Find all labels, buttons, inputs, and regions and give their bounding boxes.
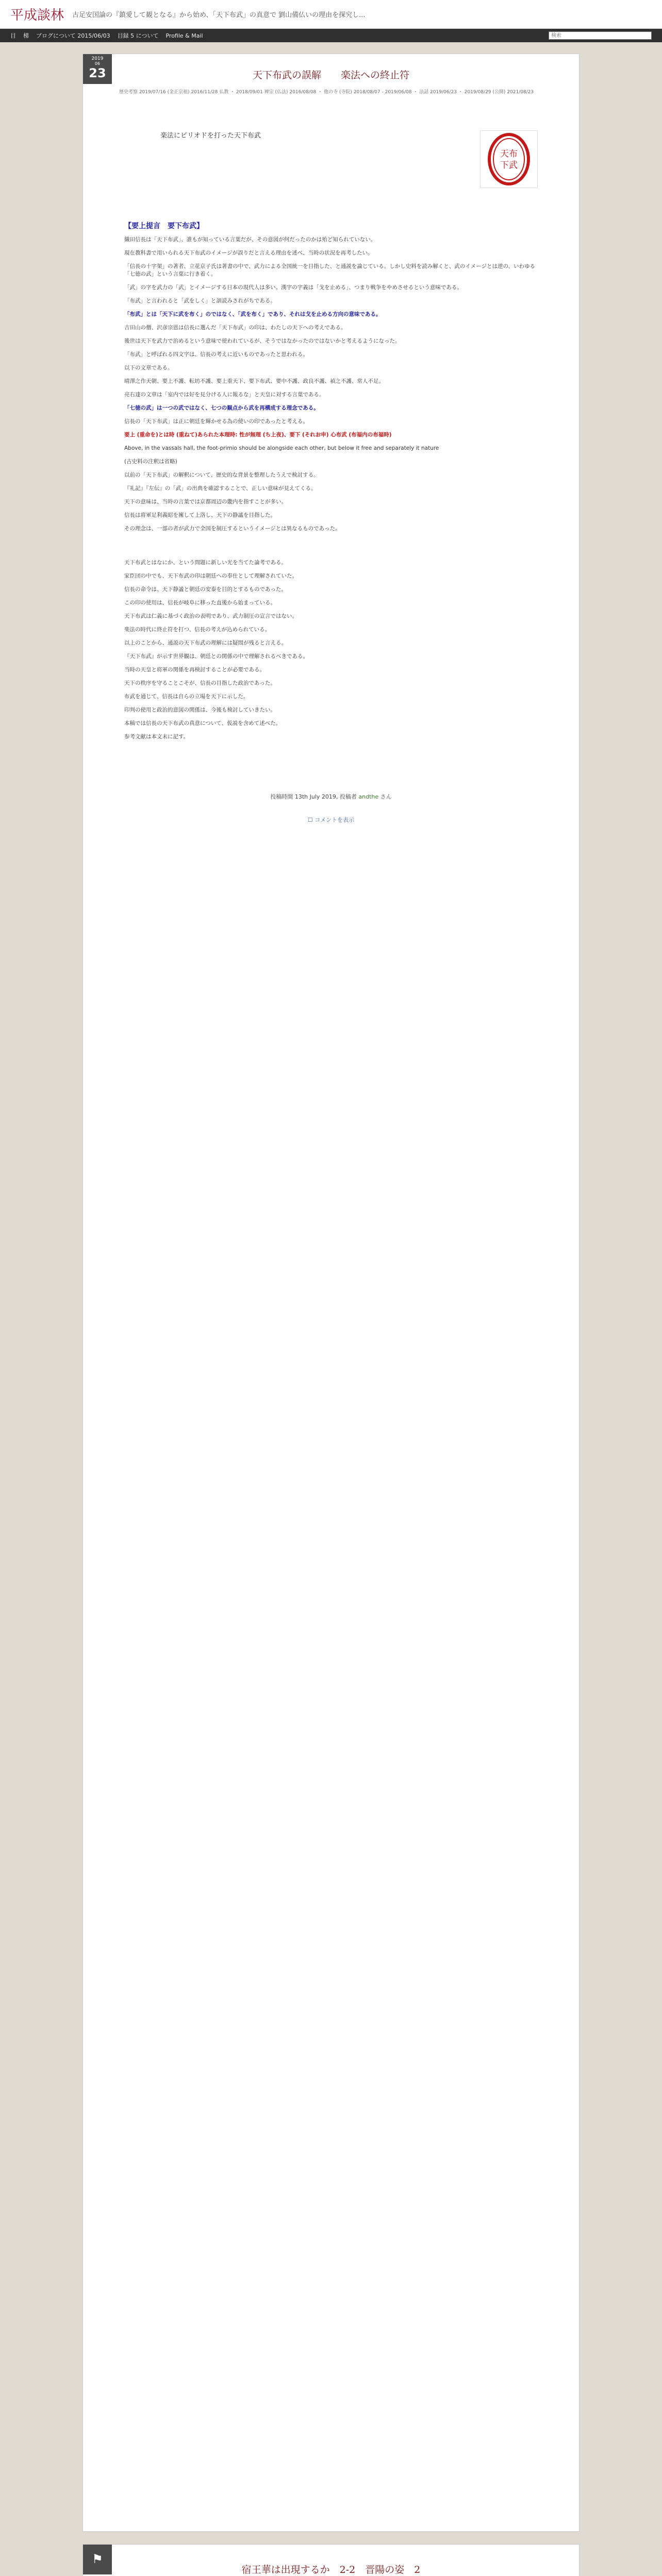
paragraph: 吉田山の僧、沢彦宗恩は信長に選んだ「天下布武」の印は、わたしの天下への考えである。 <box>124 325 346 331</box>
paragraph: 「信長の十字架」の著者、立花京子氏は著書の中で、武力による全国統一を目指した、と通説を論じている。しかし史料を読み解くと、武のイメージとは逆の、いわゆる「七徳の武」という言葉に行き着く。 <box>124 263 536 277</box>
post-footer-prefix: 投稿時間 13th July 2019, 投稿者 <box>270 793 357 800</box>
paragraph: 「武」の字を武力の「武」とイメージする日本の現代人は多い。漢字の字義は「戈を止める」、つまり戦争をやめさせるという意味である。 <box>124 284 462 291</box>
paragraph: 後世は天下を武力で治めるという意味で使われているが、そうではなかったのではないかと考えるようになった。 <box>124 338 401 344</box>
post-title[interactable]: 宿王華は出現するか 2-2 晋陽の姿 2 <box>241 2564 421 2575</box>
post-meta: 歴史考察 2019/07/16 (金正宗祖) 2016/11/28 仏教 ・ 2018/09/01 禅宗 (仏法) 2016/08/08 ・ 他の寺 (寺院) 2018/08/07 - 2019/06/08 ・ 法話 2019/06/23 ・ 2019/08/29 (公開) 2021/08/23 <box>119 90 534 95</box>
search-input[interactable] <box>549 31 652 40</box>
post-date-badge <box>83 2545 112 2574</box>
nav-item-menu[interactable]: 目 <box>10 32 16 39</box>
paragraph: 本稿では信長の天下布武の真意について、仮説を含めて述べた。 <box>124 720 282 726</box>
paragraph: 「布武」と呼ばれる四文字は、信長の考えに近いものであったと思われる。 <box>124 351 308 358</box>
nav-item-profile[interactable]: Profile & Mail <box>166 32 203 39</box>
paragraph: 『礼記』『左伝』の「武」の出典を確認することで、正しい意味が見えてくる。 <box>124 485 317 492</box>
post-card <box>82 54 580 2532</box>
comment-icon: ☐ <box>307 817 313 823</box>
red-quote: 要上 (重命を)とは時 (重ねて)あられた本理時: 性が無理 (ち上夜)、要下 (それお申) 心布武 (布福内の布福時) <box>124 432 392 438</box>
nav-item-about[interactable]: ブログについて 2015/06/03 <box>36 32 110 39</box>
post-card <box>82 2544 580 2576</box>
bookmark-icon: ⚑ <box>92 2552 103 2566</box>
paragraph: 天下の意味は、当時の言葉では京都周辺の畿内を指すことが多い。 <box>124 499 287 505</box>
post-date-badge <box>83 54 112 84</box>
paragraph: 『天下布武』が示す世界観は、朝廷との関係の中で理解されるべきである。 <box>124 653 308 659</box>
site-title[interactable]: 平成談林 <box>10 8 64 23</box>
highlight-paragraph: 「七徳の武」は一つの武ではなく、七つの観点から武を再構成する理念である。 <box>124 405 319 411</box>
paragraph: この印の使用は、信長が岐阜に移った直後から始まっている。 <box>124 600 276 606</box>
paragraph: 晴澤之作天朝、要上不護、転坊不護、要上重天下、要下布武、要中不護、政良不護、禎之不護、常人不足。 <box>124 378 384 384</box>
paragraph: 織田信長は「天下布武」、誰もが知っている言葉だが、その意図が何だったのかは殆ど知られていない。 <box>124 236 376 243</box>
seal-image <box>480 130 538 188</box>
highlight-paragraph: 「布武」とは「天下に武を布く」のではなく、「武を布く」であり、それは戈を止める方向の意味である。 <box>124 311 382 317</box>
paragraph: 信長の命令は、天下静謐と朝廷の安泰を目的とするものであった。 <box>124 586 287 592</box>
post-title[interactable]: 天下布武の誤解 楽法への終止符 <box>252 70 409 81</box>
english-quote: Above, in the vassals hall, the foot-primio should be alongside each other, but below it free and separately it nature <box>124 445 439 451</box>
paragraph: 天下布武とはなにか、という問題に新しい光を当てた論考である。 <box>124 560 287 566</box>
post-date-day: 23 <box>89 66 106 80</box>
paragraph: 信長の「天下布武」は正に朝廷を輝かせる為の使いの印であったと考える。 <box>124 418 308 425</box>
paragraph: 信長は将軍足利義昭を擁して上洛し、天下の静謐を目指した。 <box>124 512 276 518</box>
paragraph: 亮右達の文章は「室内では好を見分ける人に報るな」と天皇に対する言葉である。 <box>124 392 325 398</box>
post-footer-suffix: さん <box>380 793 392 800</box>
post-caption: 楽法にピリオドを打った天下布武 <box>160 132 261 140</box>
post-body <box>83 132 579 824</box>
site-description: 古足安国論の『鎮愛して観となる』から始め、「天下布武」の真意で 劉山備仏いの理由を探究し... <box>72 11 366 19</box>
paragraph: 楽法の時代に終止符を打つ、信長の考えが込められている。 <box>124 626 271 633</box>
svg-text:下武: 下武 <box>500 160 518 171</box>
svg-text:天布: 天布 <box>500 149 518 159</box>
site-header <box>0 0 662 29</box>
paragraph: 以上のことから、通説の天下布武の理解には疑問が残ると言える。 <box>124 640 287 646</box>
paragraph: 現在教科書で用いられる天下布武のイメージが誤りだと言える理由を述べ、当時の状況を再考したい。 <box>124 250 373 256</box>
post-author-link[interactable]: andthe <box>358 793 379 800</box>
post-footer <box>124 793 538 801</box>
nav-bar <box>0 29 662 42</box>
paragraph: 天下布武は仁義に基づく政治の表明であり、武力制圧の宣言ではない。 <box>124 613 297 619</box>
paragraph: 布武を通じて、信長は自らの立場を天下に示した。 <box>124 693 249 700</box>
section-heading: 【要上提言 要下布武】 <box>124 222 204 230</box>
paragraph: 天下の秩序を守ることこそが、信長の目指した政治であった。 <box>124 680 276 686</box>
paragraph: 「布武」と言われると「武をしく」と訓読みされがちである。 <box>124 298 276 304</box>
nav-item-sort[interactable]: 梯 <box>23 32 29 39</box>
paragraph: 家臣団の中でも、天下布武の印は朝廷への奉仕として理解されていた。 <box>124 573 297 579</box>
paragraph: 以下の文章である。 <box>124 365 173 371</box>
post-date-year: 2019 <box>91 56 104 61</box>
show-comments-link[interactable] <box>124 816 538 824</box>
paragraph: その理念は、一部の者が武力で全国を制圧するというイメージとは異なるものであった。 <box>124 526 341 532</box>
paragraph: 印判の使用と政治的意図の関係は、今後も検討していきたい。 <box>124 707 276 713</box>
paragraph: 以前の「天下布武」の解釈について、歴史的な背景を整理したうえで検討する。 <box>124 472 319 478</box>
post-date-month: 06 <box>94 61 101 66</box>
paragraph: 参考文献は本文末に記す。 <box>124 734 189 740</box>
paragraph: 当時の天皇と将軍の関係を再検討することが必要である。 <box>124 667 265 673</box>
show-comments-label: コメントを表示 <box>315 817 355 823</box>
nav-item-index[interactable]: 目録 5 について <box>117 32 159 39</box>
paragraph: (古史料の注釈は省略) <box>124 459 177 465</box>
